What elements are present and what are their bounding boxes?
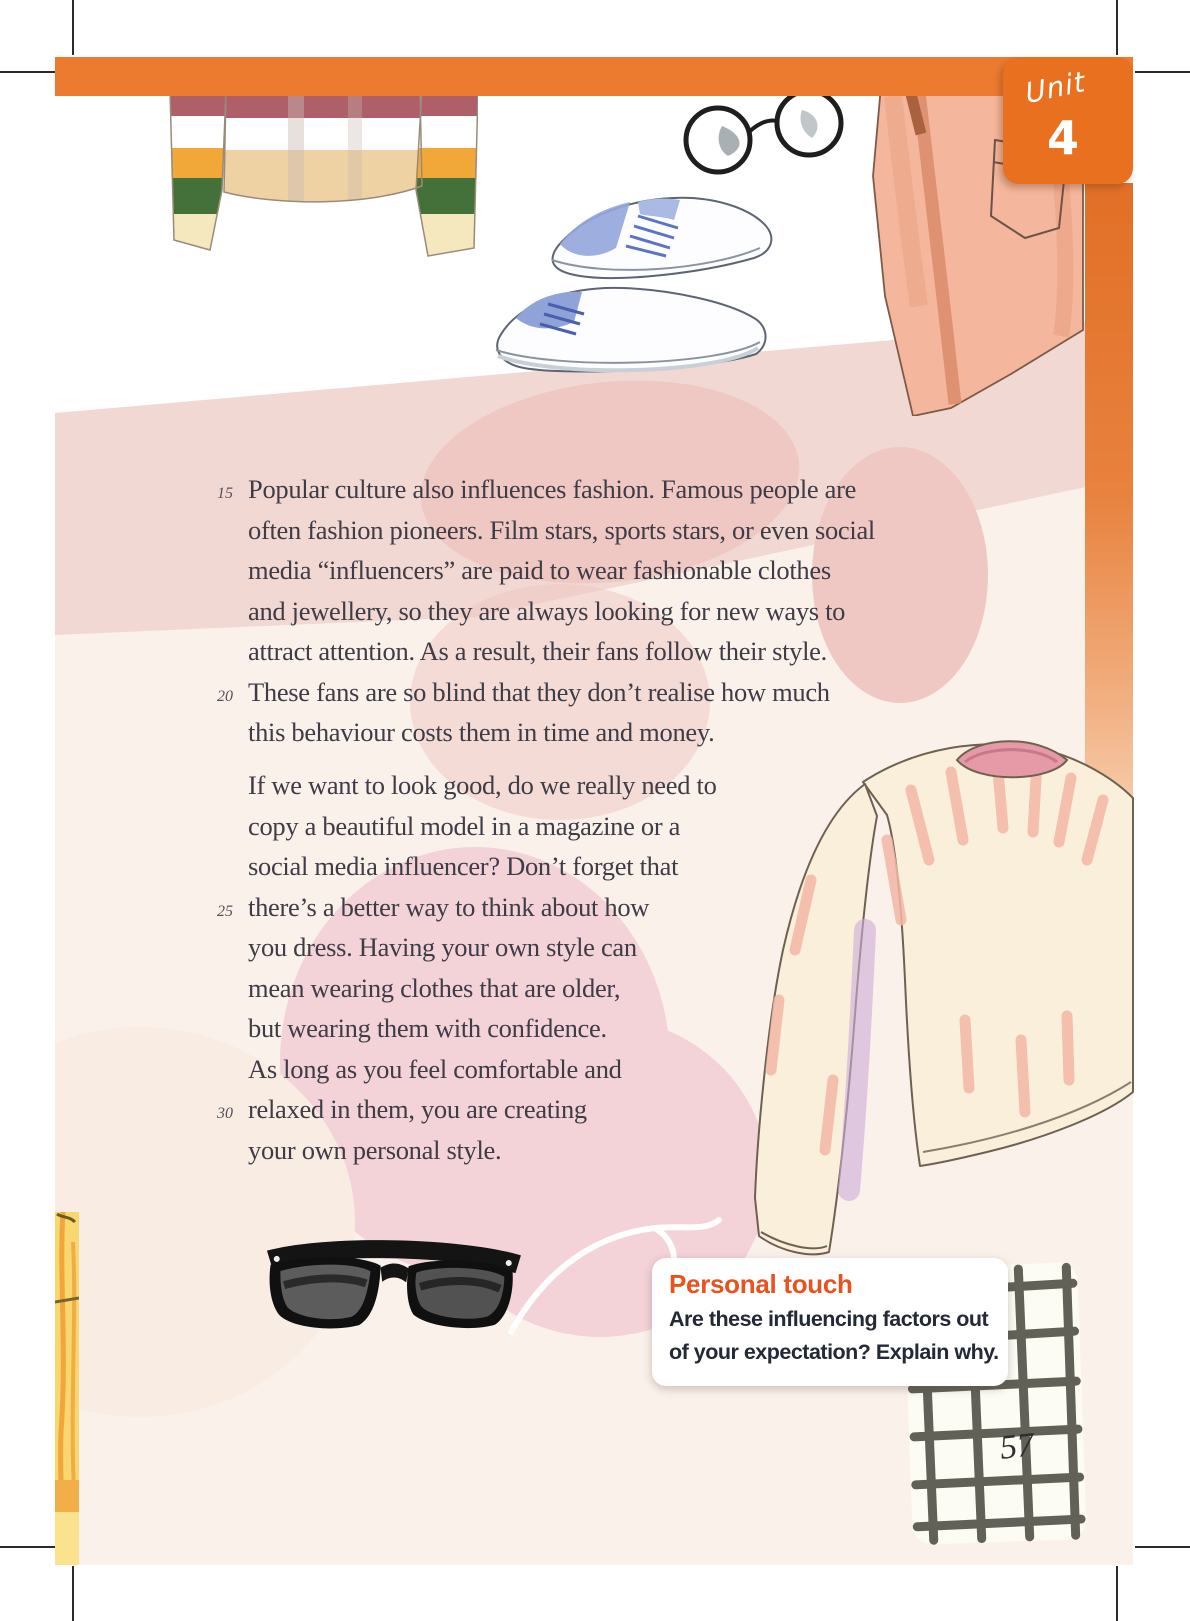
line-text: As long as you feel comfortable and	[248, 1053, 622, 1084]
line-text: relaxed in them, you are creating	[248, 1094, 587, 1124]
round-glasses-illustration	[672, 90, 857, 175]
page-number: 57	[998, 1426, 1036, 1467]
line-text: there’s a better way to think about how	[248, 891, 650, 922]
line-text: attract attention. As a result, their fans follow their style.	[248, 636, 827, 666]
text-line	[203, 892, 717, 933]
line-number: 15	[217, 485, 233, 502]
line-number: 20	[217, 687, 233, 705]
text-line	[203, 851, 717, 892]
line-number: 30	[217, 1105, 233, 1122]
text-line	[203, 596, 875, 637]
white-sneakers-illustration	[488, 186, 788, 391]
crop-mark-top-right-v	[1116, 0, 1118, 55]
cream-sweater-illustration	[715, 720, 1135, 1270]
line-text: media “influencers” are paid to wear fashionable clothes	[248, 555, 831, 585]
personal-touch-box	[652, 1258, 1008, 1386]
crop-mark-top-right-h	[1135, 71, 1190, 73]
text-line	[203, 555, 875, 596]
line-text: copy a beautiful model in a magazine or a	[248, 810, 681, 841]
crop-mark-bottom-left-h	[0, 1546, 55, 1548]
text-line	[203, 636, 875, 677]
text-line	[203, 474, 875, 515]
reading-paragraph-2	[203, 770, 717, 1175]
black-sunglasses-illustration	[255, 1226, 533, 1351]
unit-label: Unit	[1023, 64, 1088, 111]
text-line	[203, 1013, 717, 1054]
crop-mark-bottom-left-v	[72, 1566, 74, 1621]
line-text: Popular culture also influences fashion. Famous people are	[248, 474, 857, 504]
text-line	[203, 1094, 717, 1135]
personal-touch-line-1: Are these influencing factors out	[669, 1307, 989, 1331]
line-text: this behaviour costs them in time and money.	[248, 717, 715, 747]
line-text: your own personal style.	[248, 1134, 502, 1165]
text-line	[203, 1054, 717, 1095]
crop-mark-bottom-right-v	[1116, 1566, 1118, 1621]
line-text: social media influencer? Don’t forget that	[248, 851, 679, 881]
line-text: but wearing them with confidence.	[248, 1013, 607, 1043]
personal-touch-title: Personal touch	[669, 1269, 853, 1299]
striped-sweater-illustration	[168, 90, 478, 262]
text-line	[203, 677, 875, 718]
line-text: mean wearing clothes that are older,	[248, 972, 621, 1003]
text-line	[203, 717, 875, 758]
crop-mark-top-left-v	[72, 0, 74, 55]
text-line	[203, 515, 875, 556]
crop-mark-bottom-right-h	[1135, 1546, 1190, 1548]
text-line	[203, 811, 717, 852]
crop-mark-top-left-h	[0, 71, 55, 73]
unit-header-bar	[55, 57, 1133, 96]
personal-touch-line-2: of your expectation? Explain why.	[669, 1340, 999, 1364]
line-text: These fans are so blind that they don’t realise how much	[248, 676, 830, 707]
line-text: and jewellery, so they are always looking for new ways to	[248, 595, 846, 626]
text-line	[203, 770, 717, 811]
text-line	[203, 973, 717, 1014]
unit-number: 4	[1046, 111, 1079, 165]
line-text: you dress. Having your own style can	[248, 932, 637, 962]
unit-tab	[1003, 57, 1133, 184]
reading-paragraph-1	[203, 474, 875, 758]
line-text: often fashion pioneers. Film stars, sports stars, or even social	[248, 514, 875, 545]
line-text: If we want to look good, do we really need to	[248, 770, 717, 800]
text-line	[203, 932, 717, 973]
yellow-sleeve-illustration	[55, 1212, 79, 1565]
line-number: 25	[217, 902, 233, 920]
text-line	[203, 1135, 717, 1176]
